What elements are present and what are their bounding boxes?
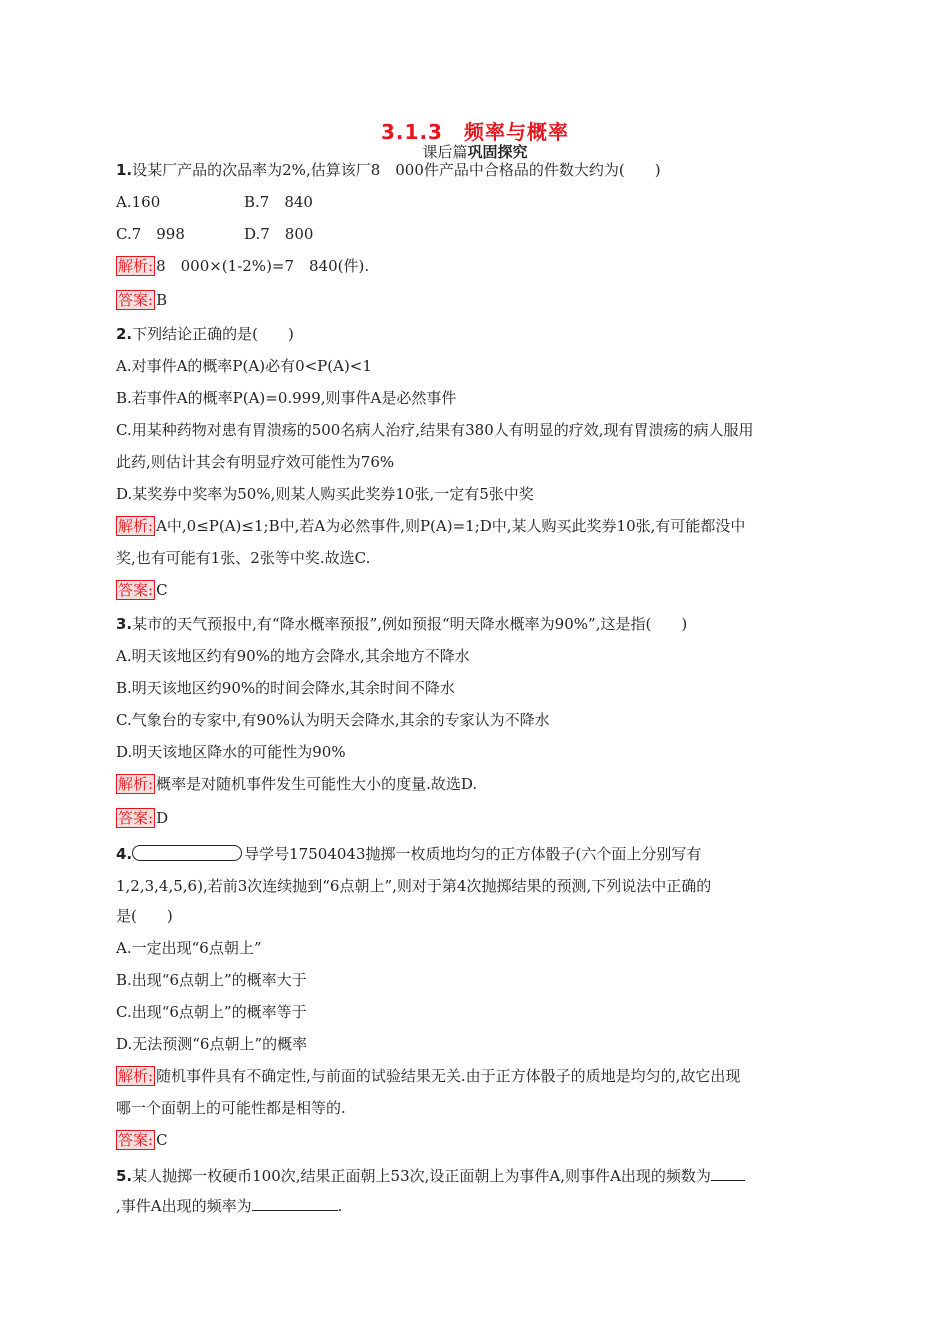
q1-option-a: A.160 — [116, 193, 161, 211]
q1-option-d: D.7 800 — [244, 225, 314, 243]
answer-tag: 答案: — [118, 291, 154, 309]
q2-stem: 2.下列结论正确的是( ) — [116, 325, 294, 343]
q3-option-d: D.明天该地区降水的可能性为90% — [116, 743, 346, 761]
q2-option-d: D.某奖券中奖率为50%,则某人购买此奖券10张,一定有5张中奖 — [116, 485, 534, 503]
q1-option-b: B.7 840 — [244, 193, 313, 211]
q2-option-c-cont: 此药,则估计其会有明显疗效可能性为76% — [116, 453, 395, 471]
page-subtitle: 课后篇巩固探究 — [422, 143, 528, 161]
q5-blank-frequency-rate[interactable] — [252, 1196, 338, 1211]
analysis-tag: 解析: — [118, 1067, 154, 1085]
q2-analysis: 解析: A中,0≤P(A)≤1;B中,若A为必然事件,则P(A)=1;D中,某人购买此奖券10张,有可能都没中 — [118, 517, 746, 535]
q4-analysis: 解析: 随机事件具有不确定性,与前面的试验结果无关.由于正方体骰子的质地是均匀的,故它出现 — [118, 1067, 741, 1085]
q1-analysis: 解析: 8 000×(1-2%)=7 840(件). — [118, 257, 370, 275]
q5-stem: 5.某人抛掷一枚硬币100次,结果正面朝上53次,设正面朝上为事件A,则事件A出现的频数为 — [116, 1166, 745, 1186]
q2-analysis-cont: 奖,也有可能有1张、2张等中奖.故选C. — [116, 549, 371, 567]
q4-option-d: D.无法预测“6点朝上”的概率 — [116, 1035, 308, 1053]
page-title: 3.1.3 频率与概率 — [381, 120, 569, 144]
q4-option-c: C.出现“6点朝上”的概率等于 — [116, 1003, 307, 1021]
answer-tag: 答案: — [118, 809, 154, 827]
q4-stem-end: 是( ) — [116, 907, 173, 925]
q2-option-b: B.若事件A的概率P(A)=0.999,则事件A是必然事件 — [116, 389, 457, 407]
q3-option-c: C.气象台的专家中,有90%认为明天会降水,其余的专家认为不降水 — [116, 711, 550, 729]
q3-option-a: A.明天该地区约有90%的地方会降水,其余地方不降水 — [116, 647, 470, 665]
q2-option-c: C.用某种药物对患有胃溃疡的500名病人治疗,结果有380人有明显的疗效,现有胃溃疡的病人服用 — [116, 421, 754, 439]
q1-option-c: C.7 998 — [116, 225, 185, 243]
answer-tag: 答案: — [118, 581, 154, 599]
q4-stem: 4. 导学号17504043抛掷一枚质地均匀的正方体骰子(六个面上分别写有 — [116, 845, 702, 863]
q1-stem: 1.设某厂产品的次品率为2%,估算该厂8 000件产品中合格品的件数大约为( ) — [116, 161, 661, 179]
q4-answer: 答案: C — [118, 1131, 168, 1149]
q4-option-b: B.出现“6点朝上”的概率大于 — [116, 971, 307, 989]
q3-stem: 3.某市的天气预报中,有“降水概率预报”,例如预报“明天降水概率为90%”,这是指( ) — [116, 615, 688, 633]
q1-answer: 答案: B — [118, 291, 168, 309]
q5-stem-cont: ,事件A出现的频率为 . — [116, 1197, 343, 1215]
q3-answer: 答案: D — [118, 809, 169, 827]
q5-blank-frequency-count[interactable] — [711, 1166, 745, 1181]
q2-option-a: A.对事件A的概率P(A)必有0<P(A)<1 — [116, 357, 372, 375]
analysis-tag: 解析: — [118, 775, 154, 793]
analysis-tag: 解析: — [118, 517, 154, 535]
analysis-tag: 解析: — [118, 257, 154, 275]
q2-answer: 答案: C — [118, 581, 168, 599]
q3-option-b: B.明天该地区约90%的时间会降水,其余时间不降水 — [116, 679, 455, 697]
answer-tag: 答案: — [118, 1131, 154, 1149]
q4-option-a: A.一定出现“6点朝上” — [116, 939, 262, 957]
q4-stem-cont: 1,2,3,4,5,6),若前3次连续抛到“6点朝上”,则对于第4次抛掷结果的预测,下列说法中正确的 — [116, 877, 712, 895]
guide-number-oval-icon — [132, 845, 242, 861]
q4-analysis-cont: 哪一个面朝上的可能性都是相等的. — [116, 1099, 346, 1117]
q3-analysis: 解析: 概率是对随机事件发生可能性大小的度量.故选D. — [118, 775, 478, 793]
